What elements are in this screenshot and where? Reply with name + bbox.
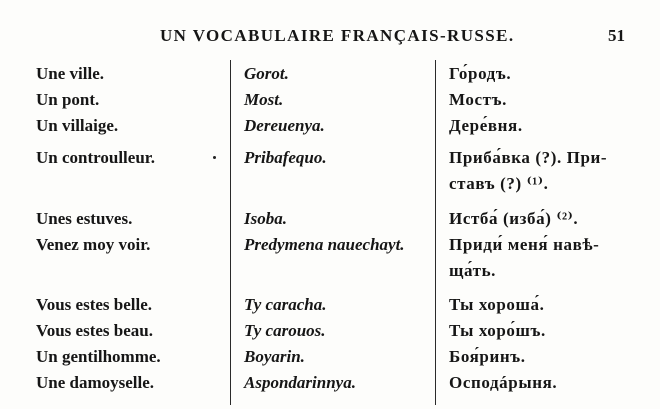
russian-term: Го́родъ. — [449, 64, 512, 83]
french-term: Venez moy voir. — [36, 235, 151, 254]
table-row — [0, 62, 660, 88]
table-row — [0, 207, 660, 233]
russian-term: Истба́ (изба́) ⁽²⁾. — [449, 209, 579, 228]
transliteration: Isoba. — [244, 209, 287, 228]
table-row — [0, 293, 660, 319]
french-term: Un villaige. — [36, 116, 119, 135]
french-term: Une ville. — [36, 64, 104, 83]
table-row — [0, 319, 660, 345]
french-term: Une damoyselle. — [36, 373, 155, 392]
page-title: UN VOCABULAIRE FRANÇAIS-RUSSE. — [160, 26, 515, 45]
russian-term-continuation: ща́ть. — [449, 261, 497, 280]
transliteration: Pribafequo. — [244, 148, 327, 167]
russian-term: Ты хоро́шъ. — [449, 321, 546, 340]
french-term: Un controulleur. — [36, 148, 156, 167]
transliteration: Aspondarinnya. — [244, 373, 356, 392]
table-row — [0, 88, 660, 114]
russian-term: Ты хороша́. — [449, 295, 545, 314]
table-row — [0, 345, 660, 371]
russian-term: Приба́вка (?). При- — [449, 148, 608, 167]
transliteration: Gorot. — [244, 64, 289, 83]
page-number: 51 — [608, 26, 625, 45]
russian-term-continuation: ставъ (?) ⁽¹⁾. — [449, 174, 549, 193]
table-row — [0, 146, 660, 172]
russian-term: Приди́ меня́ навѣ- — [449, 235, 600, 254]
page-header — [0, 26, 660, 50]
table-row — [0, 233, 660, 259]
french-term: Vous estes belle. — [36, 295, 153, 314]
transliteration: Dereuenya. — [244, 116, 325, 135]
transliteration: Most. — [244, 90, 284, 109]
russian-term: Осподáрыня. — [449, 373, 558, 392]
table-row — [0, 371, 660, 397]
french-term: Vous estes beau. — [36, 321, 153, 340]
transliteration: Ty caracha. — [244, 295, 327, 314]
ink-mark — [213, 156, 216, 159]
transliteration: Predymena nauechayt. — [244, 235, 405, 254]
french-term: Un gentilhomme. — [36, 347, 161, 366]
russian-term: Дере́вня. — [449, 116, 523, 135]
transliteration: Ty carouos. — [244, 321, 326, 340]
russian-term: Боя́ринъ. — [449, 347, 526, 366]
french-term: Un pont. — [36, 90, 100, 109]
transliteration: Boyarin. — [244, 347, 305, 366]
table-row — [0, 114, 660, 140]
russian-term: Мостъ. — [449, 90, 507, 109]
french-term: Unes estuves. — [36, 209, 133, 228]
